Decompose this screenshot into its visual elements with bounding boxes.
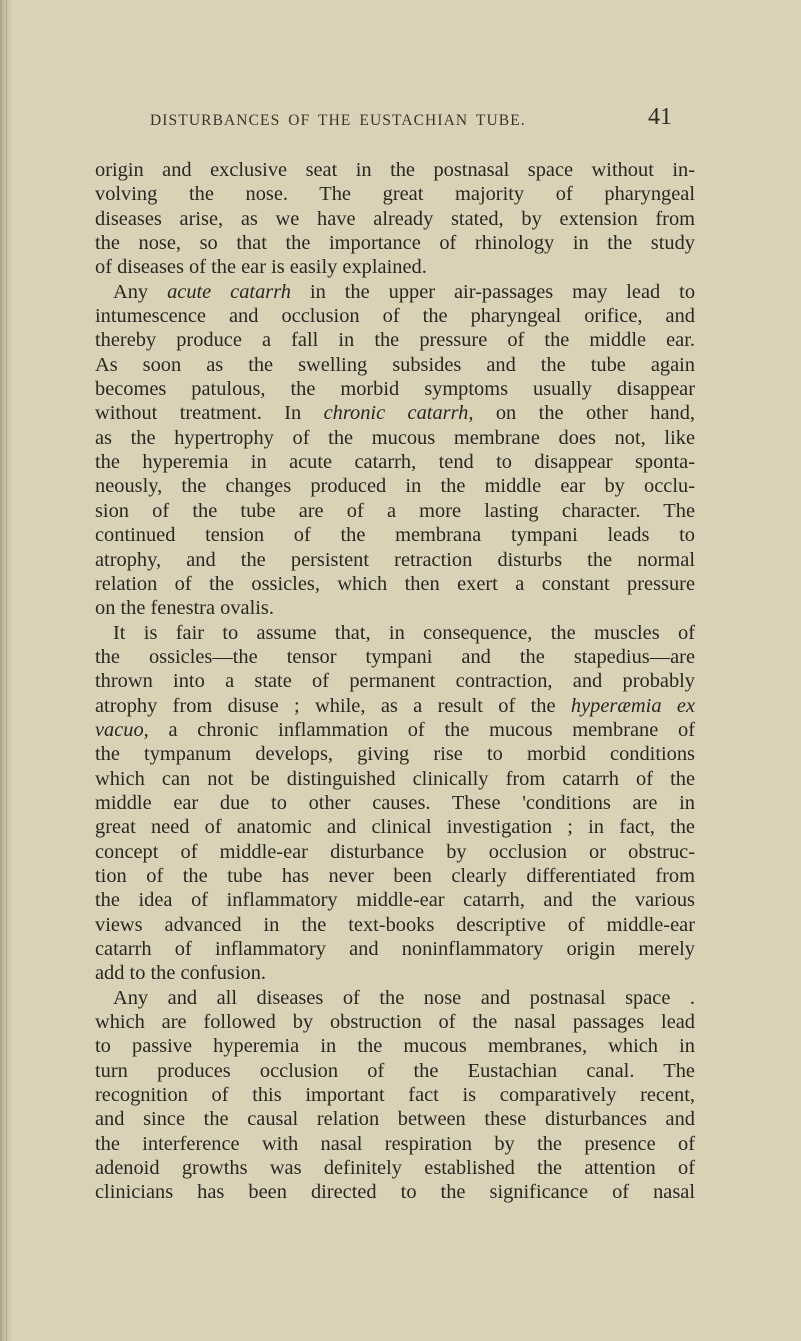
text-line <box>95 231 695 255</box>
text-run: of diseases of the ear is easily explained. <box>95 256 427 279</box>
text-line <box>95 864 695 888</box>
text-run: as the hypertrophy of the mucous membrane does not, like <box>95 426 695 449</box>
text-run: adenoid growths was definitely established the attention of <box>95 1157 695 1180</box>
text-line <box>95 377 695 401</box>
text-run: a chronic inflammation of the mucous membrane of <box>148 718 695 741</box>
text-line <box>95 1107 695 1131</box>
text-run: thereby produce a fall in the pressure of the middle ear. <box>95 329 695 352</box>
text-line <box>95 791 695 815</box>
running-head: DISTURBANCES OF THE EUSTACHIAN TUBE. <box>150 112 526 129</box>
text-run: becomes patulous, the morbid symptoms usually disappear <box>95 378 695 401</box>
paragraph <box>95 621 695 986</box>
paragraph <box>95 986 695 1205</box>
italic-phrase: acute catarrh <box>167 280 291 303</box>
text-run: atrophy from disuse ; while, as a result of the <box>95 694 571 717</box>
text-line <box>95 450 695 474</box>
text-line <box>95 548 695 572</box>
text-run: the nose, so that the importance of rhinology in the study <box>95 232 695 255</box>
text-line <box>95 621 695 645</box>
book-gutter-edge <box>0 0 12 1341</box>
text-line <box>95 694 695 718</box>
text-line <box>95 1156 695 1180</box>
text-line <box>95 182 695 206</box>
text-line <box>95 1083 695 1107</box>
text-run: the idea of inflammatory middle-ear catarrh, and the various <box>95 889 695 912</box>
text-run: the hyperemia in acute catarrh, tend to disappear sponta- <box>95 451 695 474</box>
text-line <box>95 158 695 182</box>
text-run: the ossicles—the tensor tympani and the stapedius—are <box>95 645 695 668</box>
text-run: Any <box>113 280 168 303</box>
text-run: sion of the tube are of a more lasting character. The <box>95 499 695 522</box>
text-line <box>95 280 695 304</box>
text-run: thrown into a state of permanent contraction, and probably <box>95 670 695 693</box>
text-line <box>95 304 695 328</box>
text-run: which can not be distinguished clinically from catarrh of the <box>95 767 695 790</box>
text-run: and since the causal relation between these disturbances and <box>95 1108 695 1131</box>
text-line <box>95 961 695 985</box>
text-run: without treatment. In <box>95 402 324 425</box>
text-run: diseases arise, as we have already stated, by extension from <box>95 207 695 230</box>
text-run: intumescence and occlusion of the pharyngeal orifice, and <box>95 305 695 328</box>
text-line <box>95 523 695 547</box>
text-line <box>95 353 695 377</box>
text-line <box>95 815 695 839</box>
text-run: on the other hand, <box>473 402 696 425</box>
text-run: middle ear due to other causes. These 'conditions are in <box>95 791 695 814</box>
text-run: tion of the tube has never been clearly differentiated from <box>95 864 695 887</box>
text-run: the tympanum develops, giving rise to morbid conditions <box>95 743 695 766</box>
text-line <box>95 742 695 766</box>
text-line <box>95 767 695 791</box>
text-line <box>95 1034 695 1058</box>
text-run: It is fair to assume that, in consequence, the muscles of <box>113 621 695 644</box>
text-line <box>95 669 695 693</box>
text-line <box>95 499 695 523</box>
text-line <box>95 426 695 450</box>
text-run: turn produces occlusion of the Eustachian canal. The <box>95 1059 695 1082</box>
text-run: relation of the ossicles, which then exert a constant pressure <box>95 572 695 595</box>
text-run: on the fenestra ovalis. <box>95 597 274 620</box>
body-text <box>95 158 695 1205</box>
text-run: concept of middle-ear disturbance by occlusion or obstruc- <box>95 840 695 863</box>
text-line <box>95 207 695 231</box>
text-line <box>95 937 695 961</box>
text-line <box>95 913 695 937</box>
text-line <box>95 1010 695 1034</box>
text-line <box>95 645 695 669</box>
text-run: which are followed by obstruction of the nasal passages lead <box>95 1011 695 1034</box>
text-run: catarrh of inflammatory and noninflammatory origin merely <box>95 938 695 960</box>
text-line <box>95 986 695 1010</box>
text-run: the interference with nasal respiration by the presence of <box>95 1132 695 1155</box>
text-run: volving the nose. The great majority of pharyngeal <box>95 183 695 206</box>
text-line <box>95 888 695 912</box>
text-run: neously, the changes produced in the middle ear by occlu- <box>95 475 695 498</box>
text-line <box>95 1132 695 1156</box>
text-line <box>95 474 695 498</box>
text-run: views advanced in the text-books descriptive of middle-ear <box>95 913 695 936</box>
text-line <box>95 572 695 596</box>
text-run: clinicians has been directed to the significance of nasal <box>95 1181 695 1204</box>
paragraph <box>95 280 695 621</box>
page-number: 41 <box>648 104 672 130</box>
paragraph <box>95 158 695 280</box>
text-run: recognition of this important fact is comparatively recent, <box>95 1084 695 1107</box>
text-run: origin and exclusive seat in the postnasal space without in- <box>95 159 695 181</box>
text-run: to passive hyperemia in the mucous membranes, which in <box>95 1035 695 1058</box>
text-line <box>95 596 695 620</box>
text-line <box>95 718 695 742</box>
text-run: in the upper air-passages may lead to <box>291 280 696 303</box>
text-run: atrophy, and the persistent retraction disturbs the normal <box>95 548 695 571</box>
italic-phrase: hyperæmia ex <box>570 694 695 717</box>
text-line <box>95 401 695 425</box>
text-run: As soon as the swelling subsides and the tube again <box>95 353 695 376</box>
text-run: Any and all diseases of the nose and postnasal space . <box>113 986 695 1009</box>
text-line <box>95 328 695 352</box>
text-line <box>95 255 695 279</box>
text-line <box>95 1180 695 1204</box>
text-run: great need of anatomic and clinical investigation ; in fact, the <box>95 816 695 839</box>
italic-phrase: vacuo, <box>95 718 149 741</box>
text-line <box>95 840 695 864</box>
text-run: add to the confusion. <box>95 962 267 985</box>
text-line <box>95 1059 695 1083</box>
italic-phrase: chronic catarrh, <box>323 402 474 425</box>
text-run: continued tension of the membrana tympani leads to <box>95 524 695 547</box>
